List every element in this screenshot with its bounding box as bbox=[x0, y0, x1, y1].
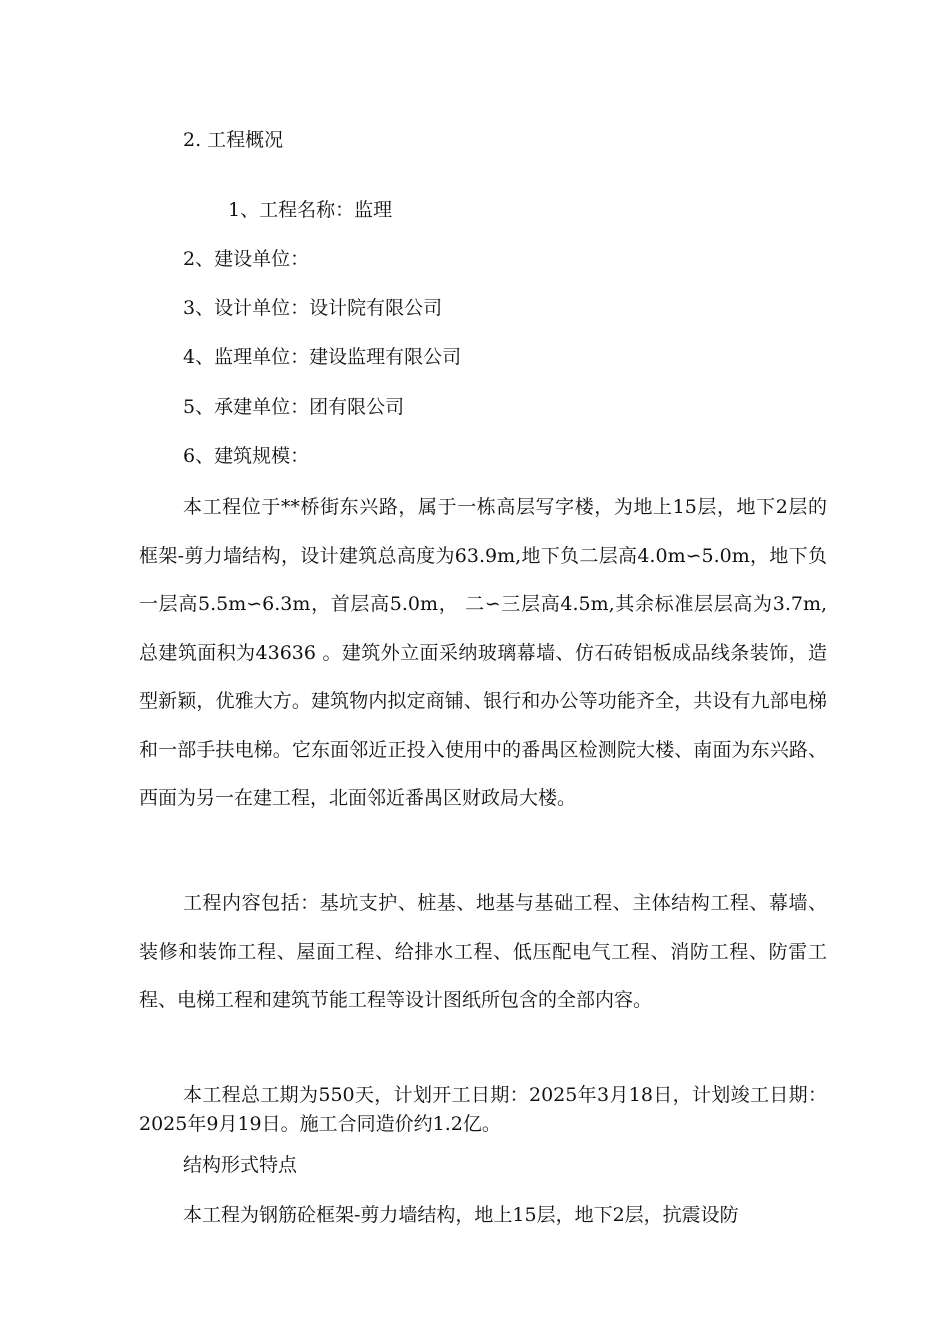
item-project-name: 1、工程名称：监理 bbox=[228, 199, 393, 221]
item-building-scale: 6、建筑规模： bbox=[183, 445, 310, 467]
paragraph-structure: 本工程为钢筋砼框架-剪力墙结构，地上15层，地下2层，抗震设防 bbox=[183, 1204, 739, 1226]
item-owner: 2、建设单位： bbox=[183, 248, 310, 270]
paragraph-work-content: 工程内容包括：基坑支护、桩基、地基与基础工程、主体结构工程、幕墙、装修和装饰工程、屋面工程、给排水工程、低压配电气工程、消防工程、防雷工程、电梯工程和建筑节能工程等设计图纸所包含的全部内容。 bbox=[139, 892, 827, 1011]
item-contractor: 5、承建单位：团有限公司 bbox=[183, 396, 405, 418]
item-supervisor: 4、监理单位：建设监理有限公司 bbox=[183, 346, 462, 368]
paragraph-building-scale: 本工程位于**桥街东兴路，属于一栋高层写字楼，为地上15层，地下2层的框架-剪力墙结构，设计建筑总高度为63.9m,地下负二层高4.0m∽5.0m，地下负一层高5.5m∽6.3m，首层高5.0m， 二∽三层高4.5m,其余标准层层高为3.7m,总建筑面积为43636 。建筑外立面采纳玻璃幕墙、仿石砖铝板成品线条装饰，造型新颖，优雅大方。建筑物内拟定商铺、银行和办公等功能齐全，共设有九部电梯和一部手扶电梯。它东面邻近正投入使用中的番禺区检测院大楼、南面为东兴路、西面为另一在建工程，北面邻近番禺区财政局大楼。 bbox=[139, 496, 827, 809]
structure-heading: 结构形式特点 bbox=[183, 1154, 298, 1176]
paragraph-schedule: 本工程总工期为550天，计划开工日期：2025年3月18日，计划竣工日期：2025年9月19日。施工合同造价约1.2亿。 bbox=[139, 1084, 827, 1135]
section-heading: 2. 工程概况 bbox=[183, 129, 284, 151]
item-designer: 3、设计单位：设计院有限公司 bbox=[183, 297, 443, 319]
